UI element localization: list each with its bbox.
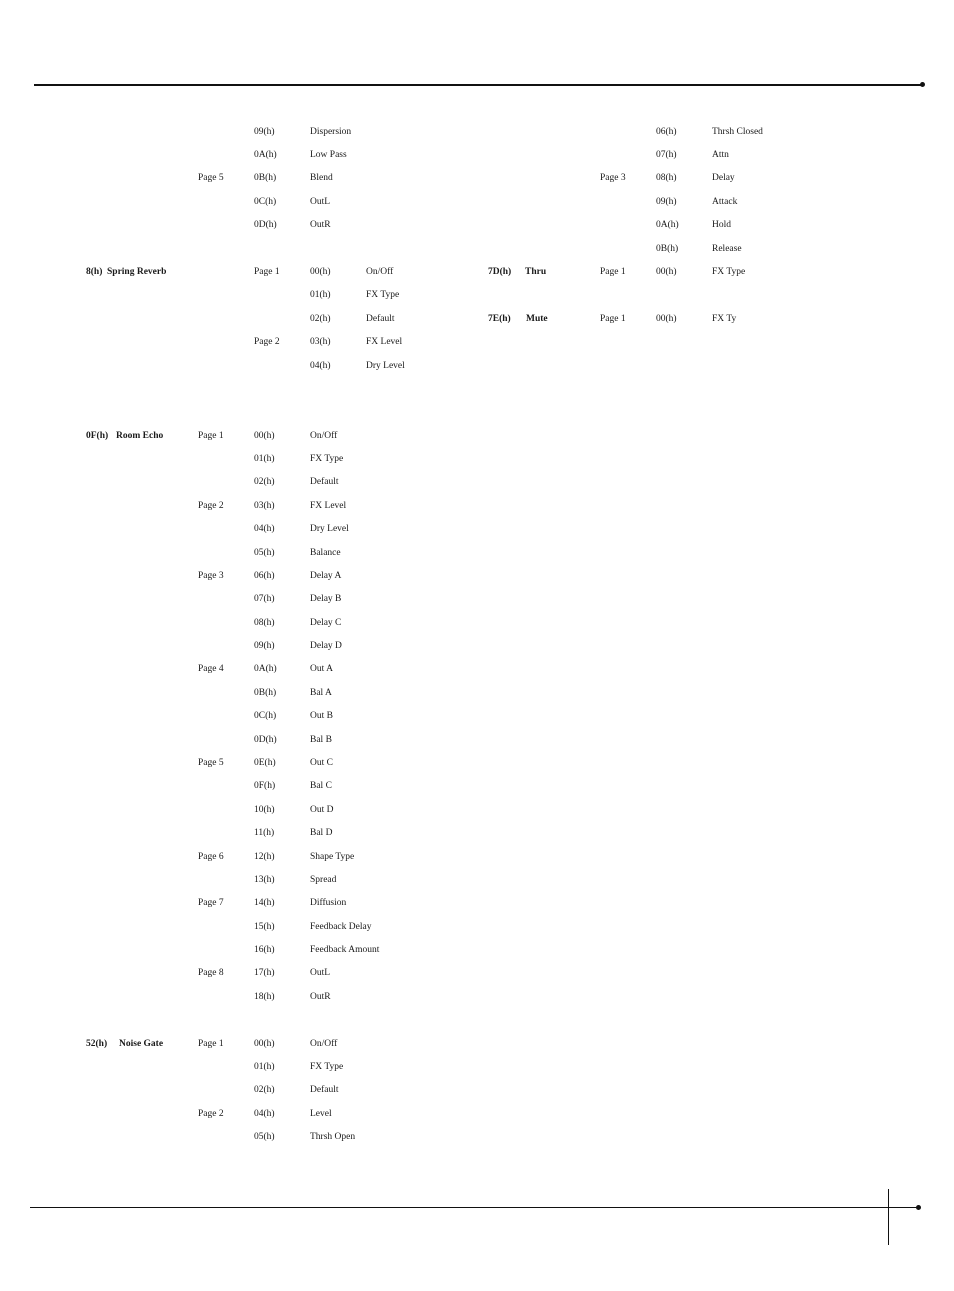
col1-row-30-cell-0: Page 7 [198, 898, 224, 908]
col1-row-13-cell-0: Page 2 [198, 501, 224, 511]
col1-row-0-cell-1: Dispersion [310, 127, 352, 137]
col2-row-7-cell-4: FX Ty [712, 314, 737, 324]
col1-row-25-cell-1: Bal C [310, 781, 332, 791]
col1-row-20-cell-2: Out A [310, 664, 333, 674]
col1-row-28-cell-0: Page 6 [198, 852, 224, 862]
col1-row-3-cell-1: OutL [310, 197, 331, 207]
col1-row-35-cell-1: Noise Gate [119, 1039, 164, 1049]
col1-row-33-cell-2: OutL [310, 968, 331, 978]
col1-row-18-cell-0: 08(h) [254, 618, 275, 628]
col1-row-34-cell-0: 18(h) [254, 992, 275, 1002]
bottom-rule-end-dot [916, 1205, 921, 1210]
col2-row-5-cell-0: 0B(h) [656, 244, 679, 254]
col1-row-10-cell-0: 0F(h) [86, 431, 109, 441]
col2-row-3-cell-0: 09(h) [656, 197, 677, 207]
col1-row-39-cell-0: 05(h) [254, 1132, 275, 1142]
col1-row-33-cell-0: Page 8 [198, 968, 224, 978]
col1-row-35-cell-4: On/Off [310, 1039, 338, 1049]
col1-row-7-cell-1: Default [366, 314, 395, 324]
col1-row-20-cell-1: 0A(h) [254, 664, 277, 674]
col2-row-6-cell-1: Thru [525, 267, 547, 277]
col1-row-21-cell-0: 0B(h) [254, 688, 277, 698]
col1-row-2-cell-1: 0B(h) [254, 173, 277, 183]
col1-row-17-cell-1: Delay B [310, 594, 342, 604]
col1-row-19-cell-0: 09(h) [254, 641, 275, 651]
col1-row-31-cell-1: Feedback Delay [310, 922, 372, 932]
crop-mark-vertical [888, 1189, 889, 1245]
col1-row-33-cell-1: 17(h) [254, 968, 275, 978]
col1-row-27-cell-1: Bal D [310, 828, 333, 838]
col1-row-14-cell-0: 04(h) [254, 524, 275, 534]
col2-row-6-cell-4: FX Type [712, 267, 746, 277]
col1-row-35-cell-3: 00(h) [254, 1039, 275, 1049]
col1-row-22-cell-0: 0C(h) [254, 711, 277, 721]
col1-row-9-cell-0: 04(h) [310, 361, 331, 371]
col1-row-37-cell-0: 02(h) [254, 1085, 275, 1095]
top-rule [34, 84, 922, 86]
col1-row-39-cell-1: Thrsh Open [310, 1132, 356, 1142]
col1-row-34-cell-1: OutR [310, 992, 331, 1002]
col1-row-5-cell-0: 8(h) [86, 267, 103, 277]
top-rule-end-dot [920, 82, 925, 87]
col2-row-1-cell-1: Attn [712, 150, 729, 160]
col1-row-7-cell-0: 02(h) [310, 314, 331, 324]
col1-row-38-cell-1: 04(h) [254, 1109, 275, 1119]
col2-row-1-cell-0: 07(h) [656, 150, 677, 160]
col2-row-6-cell-3: 00(h) [656, 267, 677, 277]
col1-row-15-cell-1: Balance [310, 548, 341, 558]
col2-row-7-cell-0: 7E(h) [488, 314, 511, 324]
col2-row-7-cell-3: 00(h) [656, 314, 677, 324]
col1-row-24-cell-0: Page 5 [198, 758, 224, 768]
col2-row-2-cell-2: Delay [712, 173, 735, 183]
col1-row-24-cell-2: Out C [310, 758, 333, 768]
col1-row-12-cell-0: 02(h) [254, 477, 275, 487]
col1-row-10-cell-1: Room Echo [116, 431, 164, 441]
col1-row-2-cell-2: Blend [310, 173, 333, 183]
bottom-rule [30, 1207, 920, 1208]
col2-row-2-cell-0: Page 3 [600, 173, 626, 183]
col1-row-13-cell-1: 03(h) [254, 501, 275, 511]
col1-row-27-cell-0: 11(h) [254, 828, 275, 838]
col1-row-22-cell-1: Out B [310, 711, 333, 721]
col1-row-25-cell-0: 0F(h) [254, 781, 276, 791]
col2-row-7-cell-1: Mute [526, 314, 548, 324]
col1-row-11-cell-0: 01(h) [254, 454, 275, 464]
col1-row-28-cell-1: 12(h) [254, 852, 275, 862]
col1-row-30-cell-2: Diffusion [310, 898, 347, 908]
col1-row-8-cell-2: FX Level [366, 337, 403, 347]
col1-row-0-cell-0: 09(h) [254, 127, 275, 137]
col2-row-7-cell-2: Page 1 [600, 314, 626, 324]
col1-row-28-cell-2: Shape Type [310, 852, 355, 862]
col1-row-32-cell-1: Feedback Amount [310, 945, 380, 955]
col1-row-16-cell-2: Delay A [310, 571, 342, 581]
col1-row-24-cell-1: 0E(h) [254, 758, 276, 768]
col1-row-20-cell-0: Page 4 [198, 664, 224, 674]
col2-row-3-cell-1: Attack [712, 197, 738, 207]
col1-row-1-cell-0: 0A(h) [254, 150, 277, 160]
col1-row-23-cell-0: 0D(h) [254, 735, 277, 745]
col1-row-4-cell-0: 0D(h) [254, 220, 277, 230]
col1-row-32-cell-0: 16(h) [254, 945, 275, 955]
col1-row-16-cell-0: Page 3 [198, 571, 224, 581]
col2-row-2-cell-1: 08(h) [656, 173, 677, 183]
col1-row-23-cell-1: Bal B [310, 735, 332, 745]
col1-row-5-cell-2: Page 1 [254, 267, 280, 277]
col1-row-6-cell-0: 01(h) [310, 290, 331, 300]
col1-row-11-cell-1: FX Type [310, 454, 344, 464]
col1-row-26-cell-1: Out D [310, 805, 334, 815]
col1-row-29-cell-1: Spread [310, 875, 337, 885]
col2-row-6-cell-2: Page 1 [600, 267, 626, 277]
col1-row-1-cell-1: Low Pass [310, 150, 347, 160]
col1-row-6-cell-1: FX Type [366, 290, 400, 300]
col1-row-16-cell-1: 06(h) [254, 571, 275, 581]
col1-row-29-cell-0: 13(h) [254, 875, 275, 885]
col1-row-8-cell-0: Page 2 [254, 337, 280, 347]
col1-row-31-cell-0: 15(h) [254, 922, 275, 932]
col2-row-0-cell-1: Thrsh Closed [712, 127, 763, 137]
col1-row-21-cell-1: Bal A [310, 688, 332, 698]
col1-row-5-cell-3: 00(h) [310, 267, 331, 277]
col1-row-38-cell-2: Level [310, 1109, 332, 1119]
col2-row-5-cell-1: Release [712, 244, 742, 254]
col1-row-2-cell-0: Page 5 [198, 173, 224, 183]
col1-row-30-cell-1: 14(h) [254, 898, 275, 908]
col1-row-13-cell-2: FX Level [310, 501, 347, 511]
col1-row-10-cell-4: On/Off [310, 431, 338, 441]
col1-row-36-cell-0: 01(h) [254, 1062, 275, 1072]
col2-row-0-cell-0: 06(h) [656, 127, 677, 137]
col1-row-35-cell-2: Page 1 [198, 1039, 224, 1049]
col2-row-4-cell-0: 0A(h) [656, 220, 679, 230]
col1-row-12-cell-1: Default [310, 477, 339, 487]
col2-row-6-cell-0: 7D(h) [488, 267, 512, 277]
col1-row-37-cell-1: Default [310, 1085, 339, 1095]
col1-row-8-cell-1: 03(h) [310, 337, 331, 347]
col1-row-26-cell-0: 10(h) [254, 805, 275, 815]
col2-row-4-cell-1: Hold [712, 220, 731, 230]
col1-row-35-cell-0: 52(h) [86, 1039, 108, 1049]
col1-row-4-cell-1: OutR [310, 220, 331, 230]
col1-row-14-cell-1: Dry Level [310, 524, 349, 534]
col1-row-38-cell-0: Page 2 [198, 1109, 224, 1119]
col1-row-9-cell-1: Dry Level [366, 361, 405, 371]
col1-row-15-cell-0: 05(h) [254, 548, 275, 558]
col1-row-36-cell-1: FX Type [310, 1062, 344, 1072]
col1-row-19-cell-1: Delay D [310, 641, 342, 651]
col1-row-17-cell-0: 07(h) [254, 594, 275, 604]
col1-row-10-cell-3: 00(h) [254, 431, 275, 441]
col1-row-5-cell-1: Spring Reverb [107, 267, 167, 277]
col1-row-5-cell-4: On/Off [366, 267, 394, 277]
col1-row-10-cell-2: Page 1 [198, 431, 224, 441]
col1-row-3-cell-0: 0C(h) [254, 197, 277, 207]
col1-row-18-cell-1: Delay C [310, 618, 342, 628]
